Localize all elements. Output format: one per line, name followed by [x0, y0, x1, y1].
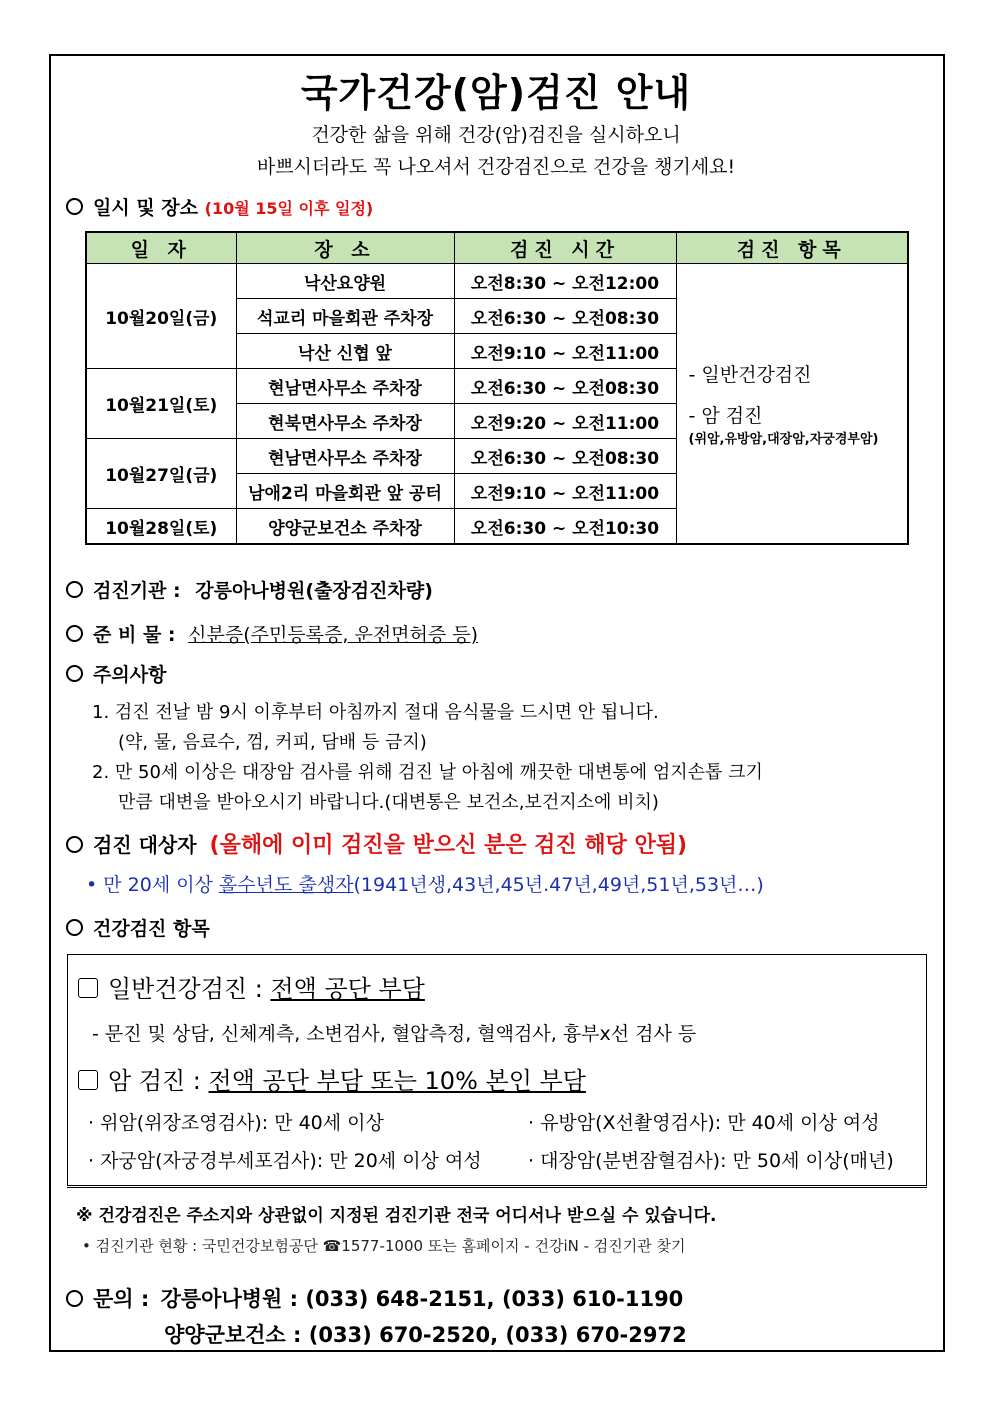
time-cell: 오전6:30 ~ 오전08:30	[454, 439, 676, 474]
circle-bullet-icon	[66, 198, 83, 215]
schedule-note: (10월 15일 이후 일정)	[204, 199, 374, 218]
place-cell: 현남면사무소 주차장	[236, 369, 454, 404]
institution-line: 검진기관 : 강릉아나병원(출장검진차량)	[66, 576, 433, 603]
time-cell: 오전6:30 ~ 오전08:30	[454, 299, 676, 334]
circle-bullet-icon	[66, 581, 83, 598]
time-cell: 오전8:30 ~ 오전12:00	[454, 264, 676, 299]
cautions-heading: 주의사항	[66, 660, 166, 687]
date-cell: 10월21일(토)	[86, 369, 236, 439]
time-cell: 오전9:20 ~ 오전11:00	[454, 404, 676, 439]
general-checkup-detail: - 문진 및 상담, 신체계측, 소변검사, 혈압측정, 혈액검사, 흉부x선 검사 등	[92, 1023, 697, 1045]
schedule-heading: 일시 및 장소 (10월 15일 이후 일정)	[66, 193, 373, 220]
page-title: 국가건강(암)검진 안내	[300, 71, 692, 115]
schedule-table	[85, 231, 909, 545]
caution-item-2b: 만큼 대변을 받아오시기 바랍니다.(대변통은 보건소,보건지소에 비치)	[118, 792, 659, 813]
date-cell: 10월28일(토)	[86, 509, 236, 545]
checkbox-icon	[78, 978, 98, 998]
circle-bullet-icon	[66, 919, 83, 936]
place-cell: 남애2리 마을회관 앞 공터	[236, 474, 454, 509]
item-cancer-detail: (위암,유방암,대장암,자궁경부암)	[688, 432, 879, 447]
cancer-cost: 전액 공단 부담 또는 10% 본인 부담	[208, 1067, 586, 1095]
column-header: 일 자	[86, 232, 236, 264]
column-header: 검진 항목	[676, 232, 908, 264]
contact-line-1: 문의 : 강릉아나병원 : (033) 648-2151, (033) 610-1190	[66, 1283, 683, 1313]
cancer-checkup-line: 암 검진 : 전액 공단 부담 또는 10% 본인 부담	[78, 1061, 586, 1096]
contact-health-center: 양양군보건소 : (033) 670-2520, (033) 670-2972	[164, 1323, 687, 1347]
place-cell: 현남면사무소 주차장	[236, 439, 454, 474]
column-header: 검진 시간	[454, 232, 676, 264]
contact-hospital: 강릉아나병원 : (033) 648-2151, (033) 610-1190	[160, 1287, 684, 1311]
time-cell: 오전6:30 ~ 오전08:30	[454, 369, 676, 404]
target-heading: 검진 대상자 (올해에 이미 검진을 받으신 분은 검진 해당 안됨)	[66, 828, 687, 859]
place-cell: 낙산요양원	[236, 264, 454, 299]
items-cell	[676, 264, 908, 545]
colon-cancer-item: · 대장암(분변잠혈검사): 만 50세 이상(매년)	[528, 1150, 894, 1172]
cervical-cancer-item: · 자궁암(자궁경부세포검사): 만 20세 이상 여성	[88, 1150, 482, 1172]
general-checkup-line: 일반건강검진 : 전액 공단 부담	[78, 969, 425, 1004]
notice-sub: • 검진기관 현황 : 국민건강보험공단 ☎1577-1000 또는 홈페이지 - 건강iN - 검진기관 찾기	[82, 1237, 686, 1255]
target-detail: • 만 20세 이상 홀수년도 출생자(1941년생,43년,45년.47년,49년,51년,53년…)	[86, 874, 764, 896]
table-header-row	[86, 232, 908, 264]
time-cell: 오전6:30 ~ 오전10:30	[454, 509, 676, 545]
circle-bullet-icon	[66, 665, 83, 682]
odd-year-births: 홀수년도 출생자	[218, 874, 354, 896]
checkup-heading: 건강검진 항목	[66, 914, 210, 941]
preparation-value: 신분증(주민등록증, 운전면허증 등)	[188, 624, 479, 646]
place-cell: 현북면사무소 주차장	[236, 404, 454, 439]
date-cell: 10월27일(금)	[86, 439, 236, 509]
column-header: 장 소	[236, 232, 454, 264]
general-cost: 전액 공단 부담	[270, 975, 425, 1003]
checkbox-icon	[78, 1070, 98, 1090]
preparation-line: 준 비 물 : 신분증(주민등록증, 운전면허증 등)	[66, 620, 478, 647]
institution-value: 강릉아나병원(출장검진차량)	[195, 580, 433, 602]
caution-item-2: 2. 만 50세 이상은 대장암 검사를 위해 검진 날 아침에 깨끗한 대변통에 엄지손톱 크기	[92, 762, 763, 783]
caution-item-1: 1. 검진 전날 밤 9시 이후부터 아침까지 절대 음식물을 드시면 안 됩니다.	[92, 702, 659, 723]
place-cell: 석교리 마을회관 주차장	[236, 299, 454, 334]
intro-line-2: 바쁘시더라도 꼭 나오셔서 건강검진으로 건강을 챙기세요!	[256, 156, 736, 178]
divider	[67, 1187, 927, 1188]
target-note: (올해에 이미 검진을 받으신 분은 검진 해당 안됨)	[209, 833, 688, 858]
time-cell: 오전9:10 ~ 오전11:00	[454, 474, 676, 509]
circle-bullet-icon	[66, 836, 83, 853]
notice-main: ※ 건강검진은 주소지와 상관없이 지정된 검진기관 전국 어디서나 받으실 수 있습니다.	[76, 1206, 717, 1226]
caution-item-1b: (약, 물, 음료수, 껌, 커피, 담배 등 금지)	[118, 732, 427, 753]
item-cancer: - 암 검진	[688, 405, 763, 427]
place-cell: 양양군보건소 주차장	[236, 509, 454, 545]
intro-line-1: 건강한 삶을 위해 건강(암)검진을 실시하오니	[311, 124, 681, 146]
stomach-cancer-item: · 위암(위장조영검사): 만 40세 이상	[88, 1112, 384, 1134]
breast-cancer-item: · 유방암(X선촬영검사): 만 40세 이상 여성	[528, 1112, 880, 1134]
circle-bullet-icon	[66, 625, 83, 642]
time-cell: 오전9:10 ~ 오전11:00	[454, 334, 676, 369]
item-general: - 일반건강검진	[688, 364, 812, 386]
date-cell: 10월20일(금)	[86, 264, 236, 369]
place-cell: 낙산 신협 앞	[236, 334, 454, 369]
table-row	[86, 264, 908, 299]
circle-bullet-icon	[66, 1290, 83, 1307]
